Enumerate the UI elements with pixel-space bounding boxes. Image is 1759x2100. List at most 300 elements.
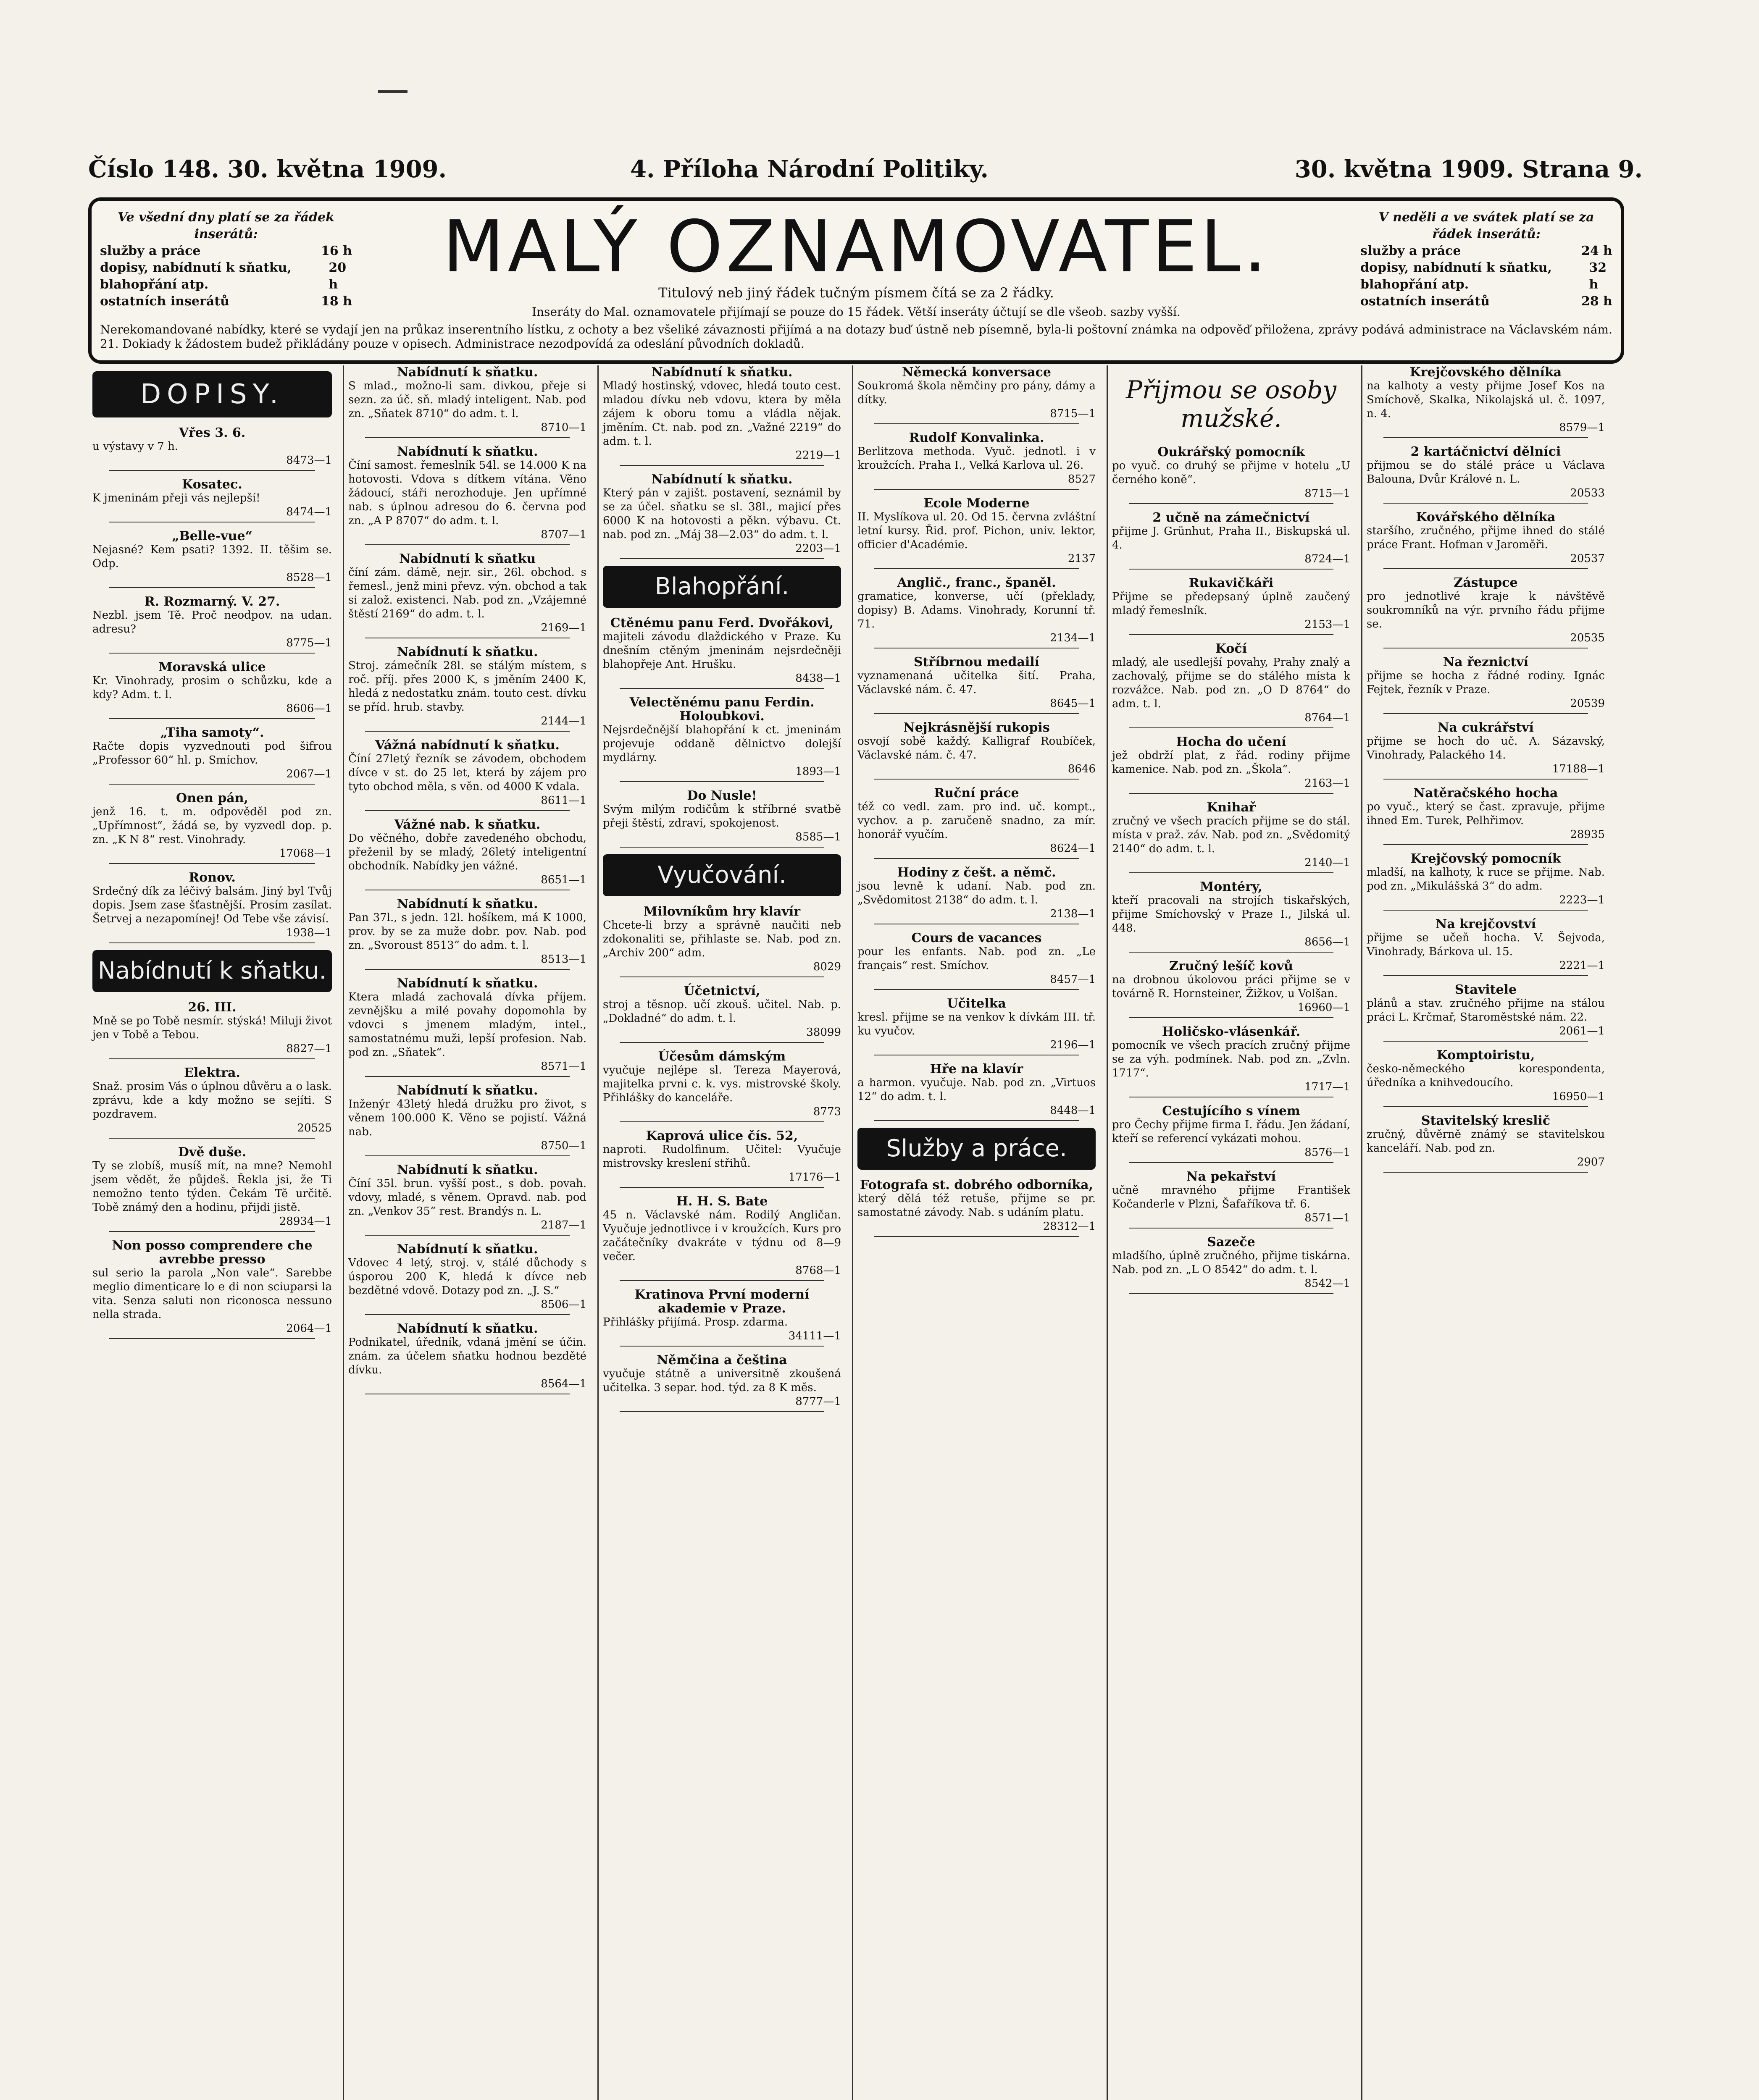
ad-number: 8777—1 <box>795 1395 841 1408</box>
ad-title: Nabídnutí k sňatku. <box>651 365 793 380</box>
classified-ad <box>1367 510 1605 569</box>
ad-number: 8768—1 <box>795 1264 841 1277</box>
ad-number: 2221—1 <box>1559 959 1605 972</box>
ad-divider <box>620 1280 824 1281</box>
ad-title: Elektra. <box>184 1066 240 1080</box>
section-heading-vyucovani: Vyučování. <box>603 854 841 896</box>
header-title: 4. Příloha Národní Politiky. <box>630 155 989 183</box>
ad-title: Ruční práce <box>934 786 1019 801</box>
ad-title: H. H. S. Bate <box>676 1194 768 1209</box>
classified-ad <box>1112 576 1350 635</box>
ad-divider <box>109 653 315 654</box>
ad-number: 2138—1 <box>1050 908 1096 920</box>
column-2 <box>343 365 591 2100</box>
ad-divider <box>1129 793 1333 794</box>
ad-divider <box>109 1338 315 1339</box>
ad-body: pour les enfants. Nab. pod zn. „Le français“ rest. Smíchov. <box>857 945 1096 972</box>
holiday-price-row: dopisy, nabídnutí k sňatku, blahopřání atp. 32 h <box>1360 260 1607 292</box>
ad-body: a harmon. vyučuje. Nab. pod zn. „Virtuos 12“ do adm. t. l. <box>857 1076 1096 1103</box>
classified-ad <box>1367 365 1605 438</box>
classified-ad <box>1367 1048 1605 1107</box>
column-6 <box>1361 365 1609 2100</box>
ad-body: Chcete-li brzy a správně naučiti neb zdokonaliti se, přihlaste se. Nab. pod zn. „Archiv 200“ adm. <box>603 919 841 959</box>
ad-divider <box>620 465 824 466</box>
ad-divider <box>365 437 570 438</box>
ad-number: 2187—1 <box>541 1219 586 1231</box>
ad-divider <box>1129 569 1333 570</box>
ad-divider <box>109 1231 315 1232</box>
ad-title: Na cukrářství <box>1438 720 1534 735</box>
classified-ad <box>1112 959 1350 1018</box>
ad-divider <box>109 1058 315 1059</box>
ad-body: Inženýr 43letý hledá družku pro život, s věnem 100.000 K. Věno se pojistí. Vážná nab. <box>348 1098 586 1138</box>
ad-number: 8724—1 <box>1304 553 1350 565</box>
ad-divider <box>874 713 1079 714</box>
ad-divider <box>1129 634 1333 635</box>
ad-body: Přihlášky přijímá. Prosp. zdarma. <box>603 1316 788 1328</box>
ad-title: Kovářského dělníka <box>1416 510 1556 525</box>
ad-number: 8438—1 <box>795 672 841 685</box>
classified-ad <box>603 616 841 689</box>
holiday-price-heading: V neděli a ve svátek platí se za řádek inserátů: <box>1378 210 1594 242</box>
ad-title: Milovníkům hry klavír <box>643 904 801 919</box>
ad-number: 8506—1 <box>541 1298 586 1311</box>
ad-title: Hře na klavír <box>930 1062 1023 1076</box>
holiday-price-box <box>1360 209 1612 310</box>
ad-number: 8646 <box>1067 763 1096 775</box>
ad-number: 2169—1 <box>541 622 586 634</box>
ad-body: Snaž. prosim Vás o úplnou důvěru a o lask. zprávu, kde a kdy možno se sejíti. S pozdravem. <box>92 1080 332 1121</box>
ad-title: Dvě duše. <box>178 1145 247 1160</box>
column-1 <box>88 365 336 2100</box>
classified-ad <box>857 786 1096 859</box>
ad-title: Stavitele <box>1454 982 1517 997</box>
ad-divider <box>1129 503 1333 504</box>
ad-title: Nabídnutí k sňatku. <box>397 1163 538 1177</box>
ad-body: plánů a stav. zručného přijme na stálou práci L. Krčmař, Staroměstské nám. 22. <box>1367 997 1605 1024</box>
ad-divider <box>620 558 824 559</box>
classified-ad <box>92 1000 332 1059</box>
ad-title: Rudolf Konvalinka. <box>909 430 1044 445</box>
ad-divider <box>365 810 570 811</box>
classified-ad <box>348 445 586 545</box>
classified-ad <box>603 1129 841 1188</box>
ad-body: přijme J. Grünhut, Praha II., Biskupská ul. 4. <box>1112 525 1350 551</box>
classified-ad <box>1112 1235 1350 1294</box>
ad-body: vyučuje nejlépe sl. Tereza Mayerová, majitelka prvni c. k. vys. mistrovské školy. Přihlášky do kanceláře. <box>603 1064 841 1104</box>
ad-title: Kosatec. <box>182 477 242 492</box>
classified-ad <box>603 1288 841 1347</box>
ad-title: Zástupce <box>1454 575 1518 590</box>
ad-number: 8448—1 <box>1050 1104 1096 1117</box>
ad-divider <box>109 784 315 785</box>
weekday-price-box <box>100 209 352 310</box>
print-mark <box>378 90 408 93</box>
classified-ad <box>92 529 332 588</box>
ad-title: Na pekařství <box>1186 1169 1276 1184</box>
ad-number: 8775—1 <box>286 637 332 649</box>
ad-number: 8571—1 <box>1304 1212 1350 1224</box>
ad-number: 2203—1 <box>795 542 841 555</box>
ad-body: majiteli závodu dlaždického v Praze. Ku dnešním ctěným jmeninám nejsrdečněji blahopřeje Ant. Hrušku. <box>603 630 841 671</box>
classified-ad <box>92 791 332 864</box>
ad-body: jež obdrží plat, z řád. rodiny přijme kamenice. Nab. pod zn. „Škola“. <box>1112 749 1350 776</box>
ad-divider <box>1129 952 1333 953</box>
ad-number: 8710—1 <box>541 421 586 434</box>
ad-divider <box>620 1346 824 1347</box>
classified-ad <box>603 905 841 977</box>
ad-body: pro Čechy přijme firma I. řádu. Jen žádaní, kteří se referencí vykázati mohou. <box>1112 1118 1350 1145</box>
ad-divider <box>365 1235 570 1236</box>
ad-number: 2064—1 <box>286 1322 332 1335</box>
ad-body: jenž 16. t. m. odpověděl pod zn. „Upřímnost“, žádá se, by vyzvedl dop. p. zn. „K N 8“ rest. Vinohrady. <box>92 806 332 846</box>
ad-body: po vyuč., který se čast. zpravuje, přijme ihned Em. Turek, Pelhřimov. <box>1367 801 1605 827</box>
ad-body: po vyuč. co druhý se přijme v hotelu „U černého koně“. <box>1112 459 1350 486</box>
ad-divider <box>1383 779 1588 780</box>
ad-columns <box>88 365 1617 2100</box>
ad-number: 8473—1 <box>286 454 332 467</box>
classified-ad <box>857 1062 1096 1121</box>
ad-divider <box>1129 1017 1333 1018</box>
ad-number: 8579—1 <box>1559 421 1605 434</box>
ad-title: Komptoiristu, <box>1436 1048 1535 1063</box>
ad-body: Do věčného, dobře zavedeného obchodu, přeženil by se mladý, 26letý inteligentní obchodník. Nabídky jen vážné. <box>348 832 586 872</box>
section-heading-sluzby: Služby a práce. <box>857 1128 1096 1170</box>
ad-divider <box>1129 872 1333 873</box>
section-heading-prijmou: Přijmou se osoby mužské. <box>1125 375 1336 433</box>
ad-number: 2223—1 <box>1559 894 1605 906</box>
ad-number: 20539 <box>1570 697 1605 710</box>
classified-ad <box>92 1066 332 1139</box>
classified-ad <box>1367 852 1605 911</box>
ad-title: Stavitelský kreslič <box>1421 1113 1551 1128</box>
ad-title: Stříbrnou medailí <box>913 655 1040 669</box>
ad-body: na kalhoty a vesty přijme Josef Kos na Smíchově, Skalka, Nikolajská ul. č. 1097, n. 4. <box>1367 380 1605 420</box>
ad-title: Nabídnutí k sňatku <box>399 551 536 566</box>
ad-number: 38099 <box>806 1026 841 1039</box>
ad-title: Sazeče <box>1207 1235 1255 1250</box>
classified-ad <box>348 897 586 970</box>
ad-number: 8827—1 <box>286 1042 332 1055</box>
classified-ad <box>348 365 586 438</box>
ad-body: gramatice, konverse, učí (překlady, dopisy) B. Adams. Vinohrady, Korunní tř. 71. <box>857 590 1096 630</box>
ad-number: 8513—1 <box>541 953 586 966</box>
ad-divider <box>1383 437 1588 438</box>
ad-divider <box>1383 844 1588 845</box>
classified-ad <box>348 645 586 732</box>
ad-title: Účesům dámským <box>658 1049 786 1064</box>
ad-body: přijmou se do stálé práce u Václava Balouna, Dvůr Králové n. L. <box>1367 459 1605 486</box>
ad-title: 2 učně na zámečnictví <box>1152 510 1310 525</box>
ad-title: Ronov. <box>189 870 236 885</box>
classified-ad <box>92 726 332 785</box>
ad-body: mladší, na kalhoty, k ruce se přijme. Nab. pod zn. „Mikulášská 3“ do adm. <box>1367 866 1605 892</box>
classified-ad <box>603 696 841 782</box>
classified-ad <box>348 976 586 1077</box>
ad-number: 20525 <box>297 1122 332 1134</box>
classified-ad <box>603 789 841 848</box>
ad-number: 8707—1 <box>541 528 586 541</box>
ad-number: 8474—1 <box>286 506 332 518</box>
weekday-price-heading: Ve všední dny platí se za řádek inserátů: <box>118 210 334 242</box>
ad-number: 28934—1 <box>279 1215 332 1228</box>
header-issue: Číslo 148. 30. května 1909. <box>88 155 447 183</box>
ad-body: osvojí sobě každý. Kalligraf Roubíček, Václavské nám. č. 47. <box>857 735 1096 761</box>
ad-title: Nabídnutí k sňatku. <box>397 1242 538 1257</box>
ad-title: Nabídnutí k sňatku. <box>397 1321 538 1336</box>
classified-ad <box>1112 801 1350 873</box>
ad-divider <box>620 976 824 977</box>
ad-body: Ktera mladá zachovalá dívka příjem. zevnějšku a milé povahy dopomohla by vdovci s jmenem mladým, intel., samostatnému muži, lepší profesion. Nab. pod zn. „Sňatek“. <box>348 991 586 1059</box>
ad-number: 2067—1 <box>286 768 332 780</box>
ad-title: Onen pán, <box>176 791 248 806</box>
ad-body: K jmeninám přeji vás nejlepší! <box>92 492 260 504</box>
ad-number: 17068—1 <box>279 847 332 860</box>
ad-divider <box>874 779 1079 780</box>
classified-ad <box>92 595 332 654</box>
classified-ad <box>348 1242 586 1315</box>
ad-title: Oukrářský pomocník <box>1157 445 1305 459</box>
classified-ad <box>348 818 586 890</box>
classified-ad <box>1112 1170 1350 1228</box>
ad-number: 8571—1 <box>541 1060 586 1073</box>
ad-body: česko-německého korespondenta, úředníka a knihvedoucího. <box>1367 1063 1605 1089</box>
ad-number: 8764—1 <box>1304 711 1350 724</box>
classified-ad <box>92 660 332 719</box>
ad-title: „Tiha samoty“. <box>160 725 264 740</box>
ad-body: II. Myslíkova ul. 20. Od 15. června zvláštní letní kursy. Řid. prof. Pichon, univ. lektor, officier d'Académie. <box>857 511 1096 551</box>
ad-number: 8750—1 <box>541 1139 586 1152</box>
ad-body: přijme se hocha z řádné rodiny. Ignác Fejtek, řezník v Praze. <box>1367 669 1605 696</box>
ad-number: 8457—1 <box>1050 973 1096 986</box>
ad-body: Podnikatel, úředník, vdaná jmění se účin. znám. za účelem sňatku hodnou bezděté dívku. <box>348 1336 586 1376</box>
classified-ad <box>603 365 841 466</box>
ad-title: Nabídnutí k sňatku. <box>397 897 538 911</box>
ad-body: u výstavy v 7 h. <box>92 440 179 453</box>
ad-title: 2 kartáčnictví dělníci <box>1410 444 1561 459</box>
ad-body: kteří pracovali na strojích tiskařských, přijme Smíchovský v Praze I., Jilská ul. 448. <box>1112 894 1350 934</box>
ad-body: sul serio la parola „Non vale“. Sarebbe meglio dimenticare lo e di non sciuparsi la vita. Senza saluti non riconosca nessuno nella strada. <box>92 1267 332 1321</box>
ad-number: 2907 <box>1577 1156 1605 1168</box>
classified-ad <box>92 426 332 471</box>
ad-divider <box>1383 713 1588 714</box>
ad-divider <box>1383 568 1588 569</box>
ad-title: Nabídnutí k sňatku. <box>397 976 538 991</box>
ad-number: 1893—1 <box>795 765 841 778</box>
ad-divider <box>1383 1041 1588 1042</box>
ad-title: Německá konversace <box>902 365 1051 380</box>
ad-divider <box>1383 1106 1588 1107</box>
banner-subtitle: Titulový neb jiný řádek tučným písmem čítá se za 2 řádky. <box>658 285 1054 301</box>
ad-title: Na řeznictví <box>1443 655 1529 669</box>
ad-body: stroj a těsnop. učí zkouš. učitel. Nab. p. „Dokladné“ do adm. t. l. <box>603 998 841 1025</box>
classified-ad <box>857 496 1096 569</box>
ad-title: Fotografa st. dobrého odborníka, <box>860 1178 1093 1192</box>
ad-title: Kočí <box>1215 641 1247 656</box>
classified-ad <box>1367 655 1605 714</box>
ad-body: Přijme se předepsaný úplně zaučený mladý řemeslník. <box>1112 591 1350 617</box>
ad-number: 16950—1 <box>1552 1090 1605 1103</box>
classified-ad <box>603 984 841 1043</box>
ad-divider <box>365 1076 570 1077</box>
classified-ad <box>1367 983 1605 1042</box>
ad-number: 2140—1 <box>1304 856 1350 869</box>
ad-number: 2134—1 <box>1050 632 1096 644</box>
column-4 <box>852 365 1100 2100</box>
ad-title: Hocha do učení <box>1176 735 1286 749</box>
ad-divider <box>620 781 824 782</box>
ad-title: Rukavičkáři <box>1188 576 1274 591</box>
ad-number: 2153—1 <box>1304 618 1350 631</box>
ad-divider <box>620 1042 824 1043</box>
ad-number: 17188—1 <box>1552 763 1605 775</box>
ad-body: kresl. přijme se na venkov k dívkám III. tř. ku vyučov. <box>857 1011 1096 1037</box>
ad-title: 26. III. <box>188 1000 237 1015</box>
ad-title: Zručný lešíč kovů <box>1169 959 1293 974</box>
classified-ad <box>1367 786 1605 845</box>
ad-number: 8773 <box>813 1105 841 1118</box>
ad-title: Hodiny z češt. a němč. <box>897 865 1056 880</box>
ad-number: 2196—1 <box>1050 1039 1096 1051</box>
classified-ad <box>1112 1025 1350 1097</box>
classified-ad <box>1112 880 1350 953</box>
section-heading-blahoprani: Blahopřání. <box>603 566 841 608</box>
ad-title: Na krejčovství <box>1435 917 1536 932</box>
ad-body: Číní samost. řemeslník 54l. se 14.000 K na hotovosti. Vdova s dítkem vítána. Věno žádoucí, stáři nerozhoduje. Jen upřímné nab. s úplnou adresou do 6. června pod zn. „A P 8707“ do adm. t. l. <box>348 459 586 527</box>
classified-ad <box>603 1194 841 1281</box>
ad-number: 8576—1 <box>1304 1146 1350 1159</box>
ad-body: zručný ve všech pracích přijme se do stál. místa v praž. záv. Nab. pod zn. „Svědomitý 2140“ do adm. t. l. <box>1112 815 1350 855</box>
ad-number: 20535 <box>1570 632 1605 644</box>
ad-divider <box>109 587 315 588</box>
ad-divider <box>874 1120 1079 1121</box>
classified-ad <box>1367 1114 1605 1173</box>
ad-title: Nejkrásnější rukopis <box>903 720 1050 735</box>
classified-ad <box>603 1050 841 1122</box>
ad-divider <box>1383 1172 1588 1173</box>
ad-divider <box>1383 910 1588 911</box>
ad-body: Číní 27letý řezník se závodem, obchodem dívce v st. do 25 let, která by zájem pro tyto obchod měla, s věn. od 4000 K vdala. <box>348 753 586 793</box>
classified-ad <box>1112 642 1350 728</box>
banner-subtitle-2: Inseráty do Mal. oznamovatele přijímají se pouze do 15 řádek. Větší inseráty účtují se dle všeob. sazby vyšší. <box>532 305 1181 319</box>
ad-number: 2137 <box>1067 552 1096 565</box>
ad-title: Krejčovský pomocník <box>1410 851 1561 866</box>
ad-body: Kr. Vinohrady, prosim o schůzku, kde a kdy? Adm. t. l. <box>92 675 332 701</box>
ad-number: 8611—1 <box>541 794 586 807</box>
classified-ad <box>1367 917 1605 976</box>
ad-divider <box>365 969 570 970</box>
ad-body: Soukromá škola němčiny pro pány, dámy a dítky. <box>857 380 1096 406</box>
ad-number: 8645—1 <box>1050 697 1096 710</box>
ad-body: Stroj. zámečník 28l. se stálým místem, s roč. příj. přes 2000 K, s jměním 2400 K, hledá z nedostatku znám. touto cest. dívku se příd. hrub. stavby. <box>348 659 586 714</box>
ad-title: Nabídnutí k sňatku. <box>397 645 538 659</box>
ad-divider <box>365 1314 570 1315</box>
section-heading-nabidnuti: Nabídnutí k sňatku. <box>92 950 332 992</box>
classified-ad <box>92 871 332 943</box>
ad-number: 8585—1 <box>795 831 841 843</box>
ad-body: pomocník ve všech pracích zručný přijme se za výh. podmínek. Nab. pod zn. „Zvln. 1717“. <box>1112 1039 1350 1079</box>
ad-body: mladšího, úplně zručného, přijme tiskárna. Nab. pod zn. „L O 8542“ do adm. t. l. <box>1112 1250 1350 1276</box>
header-date-page: 30. května 1909. Strana 9. <box>1294 155 1643 183</box>
classified-ad <box>92 1239 332 1339</box>
ad-body: Nejasné? Kem psati? 1392. II. těšim se. Odp. <box>92 543 332 570</box>
ad-body: přijme se hoch do uč. A. Sázavský, Vinohrady, Palackého 14. <box>1367 735 1605 761</box>
ad-divider <box>874 568 1079 569</box>
ad-divider <box>365 731 570 732</box>
ad-body: též co vedl. zam. pro ind. uč. kompt., vychov. a p. zaručeně snadno, za mír. honorář vyučím. <box>857 801 1096 841</box>
ad-title: Holičsko-vlásenkář. <box>1162 1024 1301 1039</box>
ad-title: Anglič., franc., španěl. <box>897 575 1056 590</box>
ad-number: 34111—1 <box>788 1330 841 1342</box>
advertiser-banner <box>88 197 1624 364</box>
classified-ad <box>1367 721 1605 780</box>
classified-ad <box>1112 445 1350 504</box>
banner-note: Nerekomandované nabídky, které se vydají jen na průkaz inserentního lístku, z ochoty a bez všeliké závaznosti přijímá a na dotazy buď ústně neb písemně, byla-li poštovní známka na odpověď přiložena, zprávy podává administrace na Václavském nám. 21. Dokiady k žádostem budež přikládány pouze v opisech. Administrace nezodpovídá za odeslání původních dokladů. <box>100 323 1612 351</box>
ad-body: Nezbl. jsem Tě. Proč neodpov. na udan. adresu? <box>92 609 332 635</box>
ad-body: naproti. Rudolfinum. Učitel: Vyučuje mistrovsky kreslení střihů. <box>603 1143 841 1170</box>
ad-body: číní zám. dámě, nejr. sir., 26l. obchod. s řemesl., jenž mini převz. výn. obchod a tak si založ. existenci. Nab. pod zn. „Vzájemné štěstí 2169“ do adm. t. l. <box>348 566 586 620</box>
ad-title: R. Rozmarný. V. 27. <box>144 594 280 609</box>
classified-ad <box>348 552 586 638</box>
ad-body: Nejsrdečnější blahopřání k ct. jmeninám projevuje oddaně dělnictvo dolejší mydlárny. <box>603 724 841 764</box>
classified-ad <box>857 931 1096 990</box>
ad-divider <box>874 489 1079 490</box>
classified-ad <box>348 1084 586 1156</box>
ad-number: 8528—1 <box>286 571 332 584</box>
ad-title: Ctěnému panu Ferd. Dvořákovi, <box>610 616 834 630</box>
column-5 <box>1107 365 1354 2100</box>
weekday-price-row: ostatních inserátů 18 h <box>100 294 352 309</box>
ad-title: Vážné nab. k sňatku. <box>394 817 541 832</box>
ad-body: na drobnou úkolovou práci přijme se v továrně R. Hornsteiner, Žižkov, u Volšan. <box>1112 974 1350 1000</box>
column-3 <box>597 365 845 2100</box>
ad-title: Cestujícího s vínem <box>1162 1104 1300 1118</box>
ad-title: Knihař <box>1207 800 1256 815</box>
ad-number: 1717—1 <box>1304 1081 1350 1093</box>
ad-body: pro jednotlivé kraje k návštěvě soukromníků na výr. prvního řádu přijme se. <box>1367 590 1605 630</box>
ad-title: Montéry, <box>1200 879 1262 894</box>
ad-divider <box>365 1155 570 1156</box>
ad-divider <box>109 718 315 719</box>
classified-ad <box>857 365 1096 424</box>
ad-title: Účetnictví, <box>684 984 760 998</box>
ad-title: „Belle-vue“ <box>172 529 252 543</box>
ad-title: Cours de vacances <box>911 931 1042 945</box>
ad-number: 8527 <box>1067 473 1096 486</box>
weekday-price-row: dopisy, nabídnutí k sňatku, blahopřání atp. 20 h <box>100 260 347 292</box>
holiday-price-row: služby a práce 24 h <box>1360 244 1612 258</box>
classified-ad <box>857 431 1096 490</box>
ad-body: staršího, zručného, přijme ihned do stálé práce Frant. Hofman v Jaroměři. <box>1367 525 1605 551</box>
classified-ad <box>1112 511 1350 570</box>
ad-number: 2061—1 <box>1559 1025 1605 1037</box>
classified-ad <box>1367 576 1605 648</box>
ad-body: učně mravného přijme František Kočanderle v Plzni, Šafaříkova tř. 6. <box>1112 1184 1350 1210</box>
banner-title: MALÝ OZNAMOVATEL. <box>442 205 1270 289</box>
ad-body: Mně se po Tobě nesmír. stýská! Miluji život jen v Tobě a Tebou. <box>92 1015 332 1041</box>
ad-body: mladý, ale usedlejší povahy, Prahy znalý a zachovalý, přijme se do stálého místa k rozvážce. Nab. pod zn. „O D 8764“ do adm. t. l. <box>1112 656 1350 710</box>
ad-title: Vážná nabídnutí k sňatku. <box>375 738 560 753</box>
ad-number: 8542—1 <box>1304 1277 1350 1290</box>
ad-number: 8715—1 <box>1050 407 1096 420</box>
ad-body: který dělá též retuše, přijme se pr. samostatné závody. Nab. s udáním platu. <box>857 1192 1096 1219</box>
ad-body: jsou levně k udaní. Nab. pod zn. „Svědomitost 2138“ do adm. t. l. <box>857 880 1096 906</box>
ad-number: 8029 <box>813 961 841 973</box>
ad-title: Kratinova První moderní akademie v Praze. <box>634 1287 810 1316</box>
ad-divider <box>109 1138 315 1139</box>
classified-ad <box>603 472 841 559</box>
ad-title: Velectěnému panu Ferdin. Holoubkovi. <box>629 695 815 724</box>
